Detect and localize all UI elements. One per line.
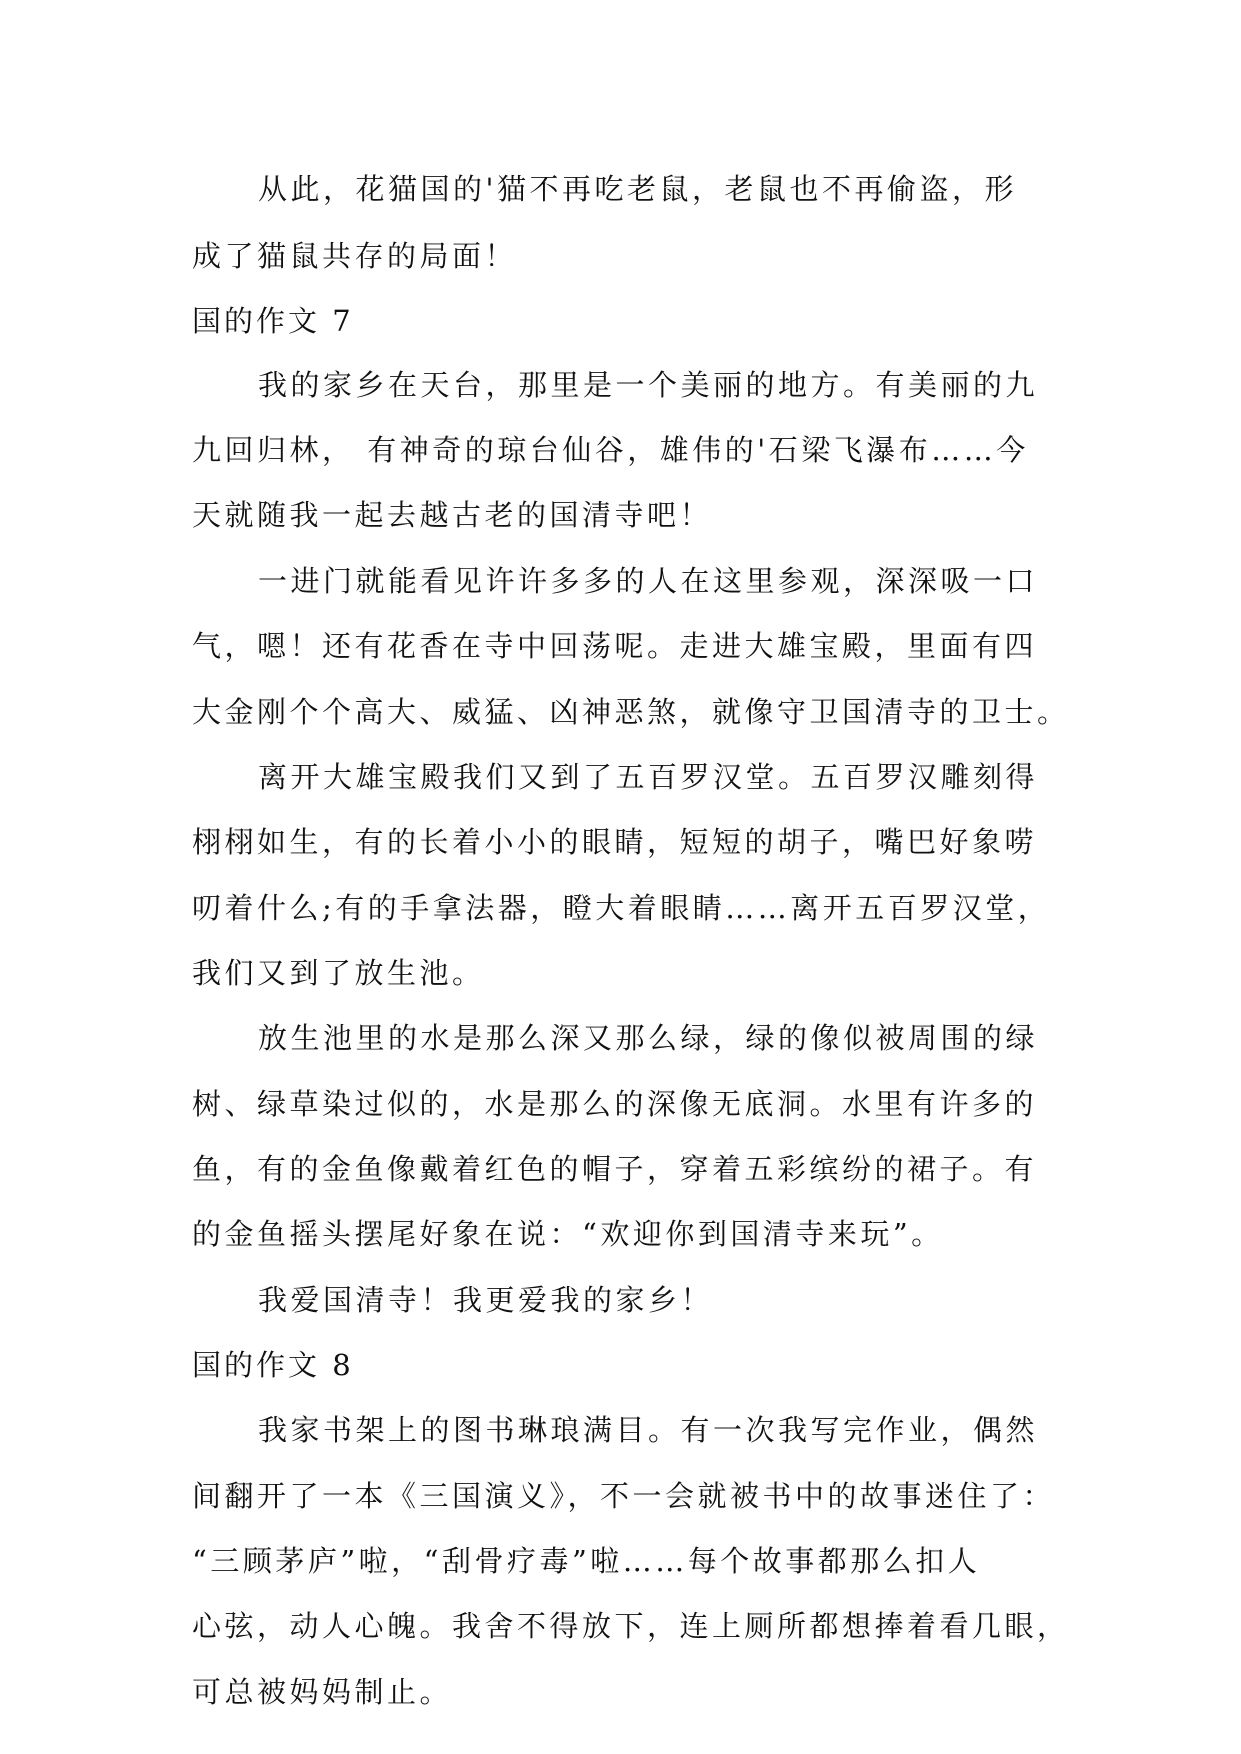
paragraph-line: 心弦，动人心魄。我舍不得放下，连上厕所都想捧着看几眼， bbox=[192, 1609, 1070, 1643]
paragraph-line: 成了猫鼠共存的局面！ bbox=[192, 239, 518, 273]
paragraph-line: 间翻开了一本《三国演义》，不一会就被书中的故事迷住了： bbox=[192, 1479, 1056, 1513]
paragraph-line: 从此，花猫国的'猫不再吃老鼠，老鼠也不再偷盗，形 bbox=[258, 172, 1017, 206]
paragraph-line: 天就随我一起去越古老的国清寺吧！ bbox=[192, 498, 713, 532]
paragraph-line: 我爱国清寺！我更爱我的家乡！ bbox=[258, 1283, 714, 1317]
paragraph-line: 鱼，有的金鱼像戴着红色的帽子，穿着五彩缤纷的裙子。有 bbox=[192, 1152, 1038, 1186]
paragraph-line: 我的家乡在天台，那里是一个美丽的地方。有美丽的九 bbox=[258, 368, 1039, 402]
paragraph-line: 树、绿草染过似的，水是那么的深像无底洞。水里有许多的 bbox=[192, 1087, 1038, 1121]
paragraph-line: 离开大雄宝殿我们又到了五百罗汉堂。五百罗汉雕刻得 bbox=[258, 760, 1039, 794]
section-heading: 国的作文 8 bbox=[192, 1348, 354, 1382]
paragraph-line: 放生池里的水是那么深又那么绿，绿的像似被周围的绿 bbox=[258, 1021, 1039, 1055]
paragraph-line: 一进门就能看见许许多多的人在这里参观，深深吸一口 bbox=[258, 564, 1039, 598]
paragraph-line: 可总被妈妈制止。 bbox=[192, 1675, 453, 1709]
paragraph-line: 栩栩如生，有的长着小小的眼睛，短短的胡子，嘴巴好象唠 bbox=[192, 825, 1038, 859]
paragraph-line: 我家书架上的图书琳琅满目。有一次我写完作业，偶然 bbox=[258, 1413, 1039, 1447]
paragraph-line: 气，嗯！还有花香在寺中回荡呢。走进大雄宝殿，里面有四 bbox=[192, 629, 1038, 663]
section-heading: 国的作文 7 bbox=[192, 304, 354, 338]
paragraph-line: 叨着什么;有的手拿法器，瞪大着眼睛……离开五百罗汉堂， bbox=[192, 891, 1051, 925]
paragraph-line: 大金刚个个高大、威猛、凶神恶煞，就像守卫国清寺的卫士。 bbox=[192, 695, 1070, 729]
paragraph-line: 我们又到了放生池。 bbox=[192, 956, 485, 990]
paragraph-line: 九回归林， 有神奇的琼台仙谷，雄伟的'石梁飞瀑布……今 bbox=[192, 433, 1029, 467]
paragraph-line: 的金鱼摇头摆尾好象在说：“欢迎你到国清寺来玩”。 bbox=[192, 1217, 944, 1251]
paragraph-line: “三顾茅庐”啦，“刮骨疗毒”啦……每个故事都那么扣人 bbox=[192, 1544, 981, 1578]
